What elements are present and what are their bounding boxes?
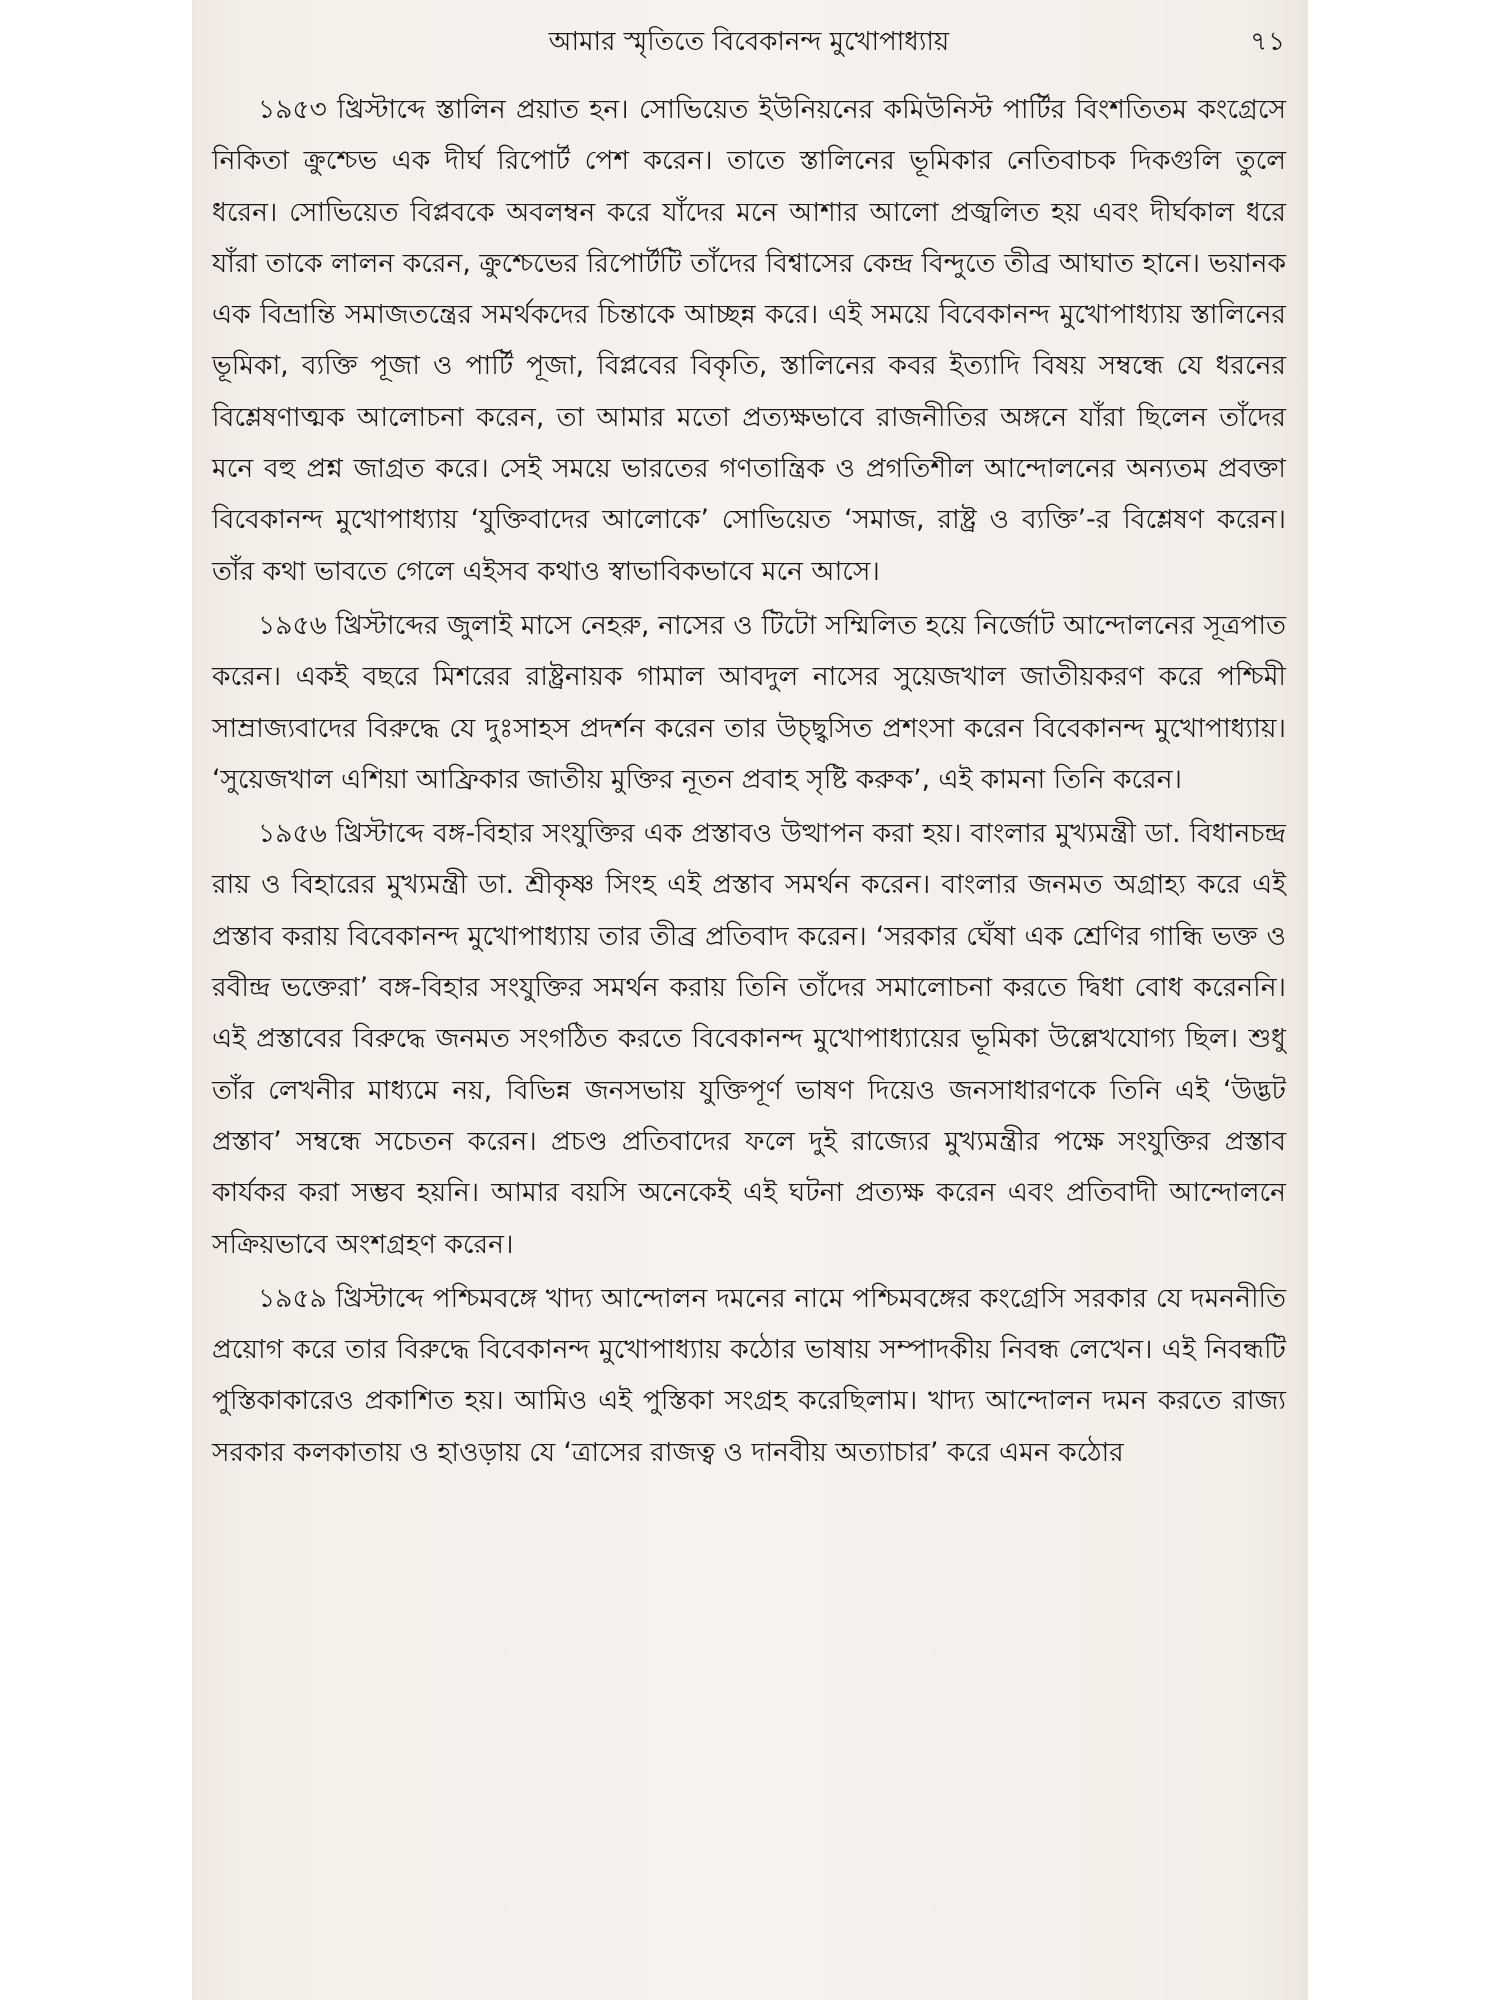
paragraph-1959-food-movement: ১৯৫৯ খ্রিস্টাব্দে পশ্চিমবঙ্গে খাদ্য আন্দোলন দমনের নামে পশ্চিমবঙ্গের কংগ্রেসি সরকার যে দমননীতি প্রয়োগ করে তার বিরুদ্ধে বিবেকানন্দ মুখোপাধ্যায় কঠোর ভাষায় সম্পাদকীয় নিবন্ধ লেখেন। এই নিবন্ধটি পুস্তিকাকারেও প্রকাশিত হয়। আমিও এই পুস্তিকা সংগ্রহ করেছিলাম। খাদ্য আন্দোলন দমন করতে রাজ্য সরকার কলকাতায় ও হাওড়ায় যে ‘ত্রাসের রাজত্ব ও দানবীয় অত্যাচার’ করে এমন কঠোর — [212, 1282, 1286, 1468]
body-text — [212, 84, 1286, 1478]
paragraph-1956-bengal-bihar-merger: ১৯৫৬ খ্রিস্টাব্দে বঙ্গ-বিহার সংযুক্তির এক প্রস্তাবও উত্থাপন করা হয়। বাংলার মুখ্যমন্ত্রী ডা. বিধানচন্দ্র রায় ও বিহারের মুখ্যমন্ত্রী ডা. শ্রীকৃষ্ণ সিংহ এই প্রস্তাব সমর্থন করেন। বাংলার জনমত অগ্রাহ্য করে এই প্রস্তাব করায় বিবেকানন্দ মুখোপাধ্যায় তার তীব্র প্রতিবাদ করেন। ‘সরকার ঘেঁষা এক শ্রেণির গান্ধি ভক্ত ও রবীন্দ্র ভক্তেরা’ বঙ্গ-বিহার সংযুক্তির সমর্থন করায় তিনি তাঁদের সমালোচনা করতে দ্বিধা বোধ করেননি। এই প্রস্তাবের বিরুদ্ধে জনমত সংগঠিত করতে বিবেকানন্দ মুখোপাধ্যায়ের ভূমিকা উল্লেখযোগ্য ছিল। শুধু তাঁর লেখনীর মাধ্যমে নয়, বিভিন্ন জনসভায় যুক্তিপূর্ণ ভাষণ দিয়েও জনসাধারণকে তিনি এই ‘উদ্ভট প্রস্তাব’ সম্বন্ধে সচেতন করেন। প্রচণ্ড প্রতিবাদের ফলে দুই রাজ্যের মুখ্যমন্ত্রীর পক্ষে সংযুক্তির প্রস্তাব কার্যকর করা সম্ভব হয়নি। আমার বয়সি অনেকেই এই ঘটনা প্রত্যক্ষ করেন এবং প্রতিবাদী আন্দোলনে সক্রিয়ভাবে অংশগ্রহণ করেন। — [212, 818, 1286, 1260]
running-head-title: আমার স্মৃতিতে বিবেকানন্দ মুখোপাধ্যায় — [548, 27, 950, 57]
page-number: ৭১ — [1250, 27, 1286, 57]
paragraph-1953-stalin: ১৯৫৩ খ্রিস্টাব্দে স্তালিন প্রয়াত হন। সোভিয়েত ইউনিয়নের কমিউনিস্ট পার্টির বিংশতিতম কংগ্রেসে নিকিতা ক্রুশ্চেভ এক দীর্ঘ রিপোর্ট পেশ করেন। তাতে স্তালিনের ভূমিকার নেতিবাচক দিকগুলি তুলে ধরেন। সোভিয়েত বিপ্লবকে অবলম্বন করে যাঁদের মনে আশার আলো প্রজ্বলিত হয় এবং দীর্ঘকাল ধরে যাঁরা তাকে লালন করেন, ক্রুশ্চেভের রিপোর্টটি তাঁদের বিশ্বাসের কেন্দ্র বিন্দুতে তীব্র আঘাত হানে। ভয়ানক এক বিভ্রান্তি সমাজতন্ত্রের সমর্থকদের চিন্তাকে আচ্ছন্ন করে। এই সময়ে বিবেকানন্দ মুখোপাধ্যায় স্তালিনের ভূমিকা, ব্যক্তি পূজা ও পার্টি পূজা, বিপ্লবের বিকৃতি, স্তালিনের কবর ইত্যাদি বিষয় সম্বন্ধে যে ধরনের বিশ্লেষণাত্মক আলোচনা করেন, তা আমার মতো প্রত্যক্ষভাবে রাজনীতির অঙ্গনে যাঁরা ছিলেন তাঁদের মনে বহু প্রশ্ন জাগ্রত করে। সেই সময়ে ভারতের গণতান্ত্রিক ও প্রগতিশীল আন্দোলনের অন্যতম প্রবক্তা বিবেকানন্দ মুখোপাধ্যায় ‘যুক্তিবাদের আলোকে’ সোভিয়েত ‘সমাজ, রাষ্ট্র ও ব্যক্তি’-র বিশ্লেষণ করেন। তাঁর কথা ভাবতে গেলে এইসব কথাও স্বাভাবিকভাবে মনে আসে। — [212, 94, 1286, 587]
running-head — [212, 22, 1286, 62]
book-page — [192, 0, 1308, 2000]
paragraph-1956-non-aligned-suez: ১৯৫৬ খ্রিস্টাব্দের জুলাই মাসে নেহরু, নাসের ও টিটো সম্মিলিত হয়ে নির্জোট আন্দোলনের সূত্রপাত করেন। একই বছরে মিশরের রাষ্ট্রনায়ক গামাল আবদুল নাসের সুয়েজখাল জাতীয়করণ করে পশ্চিমী সাম্রাজ্যবাদের বিরুদ্ধে যে দুঃসাহস প্রদর্শন করেন তার উচ্ছ্বসিত প্রশংসা করেন বিবেকানন্দ মুখোপাধ্যায়। ‘সুয়েজখাল এশিয়া আফ্রিকার জাতীয় মুক্তির নূতন প্রবাহ সৃষ্টি করুক’, এই কামনা তিনি করেন। — [212, 609, 1286, 795]
